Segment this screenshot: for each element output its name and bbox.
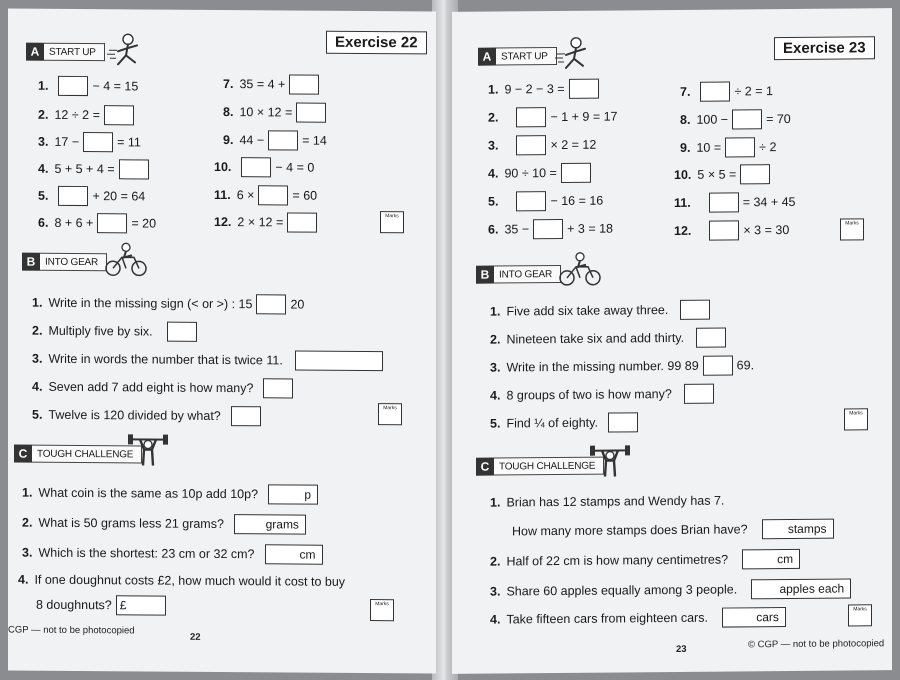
answer-box[interactable]: cars bbox=[722, 607, 786, 628]
qb-1: 1. Five add six take away three. bbox=[490, 300, 714, 322]
answer-box[interactable] bbox=[241, 157, 271, 177]
qa-12: 12. 2 × 12 = bbox=[214, 212, 321, 233]
runner-mascot-icon bbox=[106, 31, 156, 67]
answer-box[interactable] bbox=[608, 412, 638, 432]
qa-6: 6. 35 − + 3 = 18 bbox=[488, 219, 613, 240]
answer-box[interactable] bbox=[263, 378, 293, 398]
qb-3: 3. Write in words the number that is twice 11. bbox=[32, 349, 387, 371]
qa-3: 3. 17 − = 11 bbox=[38, 132, 141, 153]
answer-box[interactable] bbox=[725, 137, 755, 157]
section-a-tag: A START UP bbox=[478, 47, 557, 66]
qc-4-line2: 8 doughnuts? £ bbox=[36, 595, 170, 616]
section-b-tag: B INTO GEAR bbox=[476, 265, 561, 284]
answer-box[interactable] bbox=[104, 105, 134, 125]
answer-box[interactable] bbox=[97, 213, 127, 233]
qc-1: 1. What coin is the same as 10p add 10p? p bbox=[22, 483, 322, 505]
answer-box[interactable] bbox=[58, 186, 88, 206]
answer-box[interactable] bbox=[516, 191, 546, 211]
qa-5: 5. + 20 = 64 bbox=[38, 186, 145, 207]
qc-2: 2. What is 50 grams less 21 grams? grams bbox=[22, 513, 310, 535]
answer-box[interactable] bbox=[295, 351, 383, 372]
qb-5: 5. Find ¼ of eighty. bbox=[490, 412, 642, 433]
answer-box[interactable] bbox=[167, 322, 197, 342]
qb-2: 2. Nineteen take six and add thirty. bbox=[490, 327, 730, 349]
answer-box[interactable]: £ bbox=[116, 595, 166, 615]
answer-box[interactable]: apples each bbox=[751, 578, 851, 599]
qc-3: 3. Share 60 apples equally among 3 people. apples each bbox=[490, 578, 855, 601]
section-a-tag: A START UP bbox=[26, 43, 105, 62]
answer-box[interactable] bbox=[569, 79, 599, 99]
marks-box[interactable]: Marks bbox=[370, 599, 394, 621]
answer-box[interactable]: cm bbox=[742, 549, 800, 570]
qb-4: 4. Seven add 7 add eight is how many? bbox=[32, 377, 297, 399]
qc-2: 2. Half of 22 cm is how many centimetres? cm bbox=[490, 549, 804, 572]
qa-8: 8. 100 − = 70 bbox=[680, 109, 791, 130]
qa-2: 2. − 1 + 9 = 17 bbox=[488, 106, 618, 127]
qa-9: 9. 10 = ÷ 2 bbox=[680, 137, 776, 158]
qa-1: 1. 9 − 2 − 3 = bbox=[488, 79, 603, 100]
cyclist-mascot-icon bbox=[104, 241, 148, 277]
answer-box[interactable]: cm bbox=[265, 544, 323, 564]
qa-12: 12. × 3 = 30 bbox=[674, 220, 789, 241]
qc-3: 3. Which is the shortest: 23 cm or 32 cm? cm bbox=[22, 543, 327, 565]
answer-box[interactable] bbox=[740, 164, 770, 184]
answer-box[interactable] bbox=[268, 130, 298, 150]
answer-box[interactable] bbox=[58, 76, 88, 96]
answer-box[interactable] bbox=[256, 294, 286, 314]
qb-3: 3. Write in the missing number. 99 89 69. bbox=[490, 355, 754, 377]
answer-box[interactable] bbox=[533, 219, 563, 239]
answer-box[interactable] bbox=[83, 132, 113, 152]
answer-box[interactable] bbox=[684, 384, 714, 404]
weightlifter-mascot-icon bbox=[128, 431, 168, 467]
answer-box[interactable] bbox=[258, 185, 288, 205]
answer-box[interactable] bbox=[289, 74, 319, 94]
answer-box[interactable] bbox=[680, 300, 710, 320]
marks-box[interactable]: Marks bbox=[848, 604, 872, 626]
answer-box[interactable] bbox=[287, 212, 317, 232]
runner-mascot-icon bbox=[554, 35, 604, 71]
answer-box[interactable] bbox=[516, 135, 546, 155]
qa-6: 6. 8 + 6 + = 20 bbox=[38, 213, 156, 234]
qb-4: 4. 8 groups of two is how many? bbox=[490, 384, 718, 406]
right-page bbox=[452, 8, 892, 674]
qa-9: 9. 44 − = 14 bbox=[223, 130, 327, 151]
qc-4: 4. If one doughnut costs £2, how much would it cost to buy bbox=[18, 572, 346, 589]
marks-box[interactable]: Marks bbox=[380, 211, 404, 233]
marks-box[interactable]: Marks bbox=[844, 408, 868, 430]
qa-1: 1. − 4 = 15 bbox=[38, 76, 138, 97]
qa-4: 4. 5 + 5 + 4 = bbox=[38, 159, 153, 180]
answer-box[interactable] bbox=[709, 220, 739, 240]
qc-4: 4. Take fifteen cars from eighteen cars. cars bbox=[490, 607, 790, 630]
marks-box[interactable]: Marks bbox=[840, 218, 864, 240]
cyclist-mascot-icon bbox=[558, 251, 602, 287]
qa-10: 10. − 4 = 0 bbox=[214, 157, 314, 178]
qa-11: 11. = 34 + 45 bbox=[674, 192, 796, 213]
answer-box[interactable] bbox=[516, 107, 546, 127]
exercise-title: Exercise 23 bbox=[774, 36, 875, 60]
copyright-footer: CGP — not to be photocopied bbox=[8, 624, 135, 637]
qb-1: 1. Write in the missing sign (< or >) : 15 20 bbox=[32, 293, 304, 315]
qc-1: 1. Brian has 12 stamps and Wendy has 7. bbox=[490, 493, 725, 510]
page-number: 22 bbox=[190, 631, 201, 643]
qa-2: 2. 12 ÷ 2 = bbox=[38, 105, 138, 126]
answer-box[interactable] bbox=[231, 406, 261, 426]
answer-box[interactable] bbox=[296, 103, 326, 123]
marks-box[interactable]: Marks bbox=[378, 403, 402, 425]
qa-3: 3. × 2 = 12 bbox=[488, 135, 596, 156]
copyright-footer: © CGP — not to be photocopied bbox=[748, 638, 885, 651]
answer-box[interactable] bbox=[709, 192, 739, 212]
weightlifter-mascot-icon bbox=[590, 442, 630, 478]
qa-11: 11. 6 × = 60 bbox=[214, 185, 317, 206]
qa-7: 7. 35 = 4 + bbox=[223, 74, 323, 95]
left-page bbox=[8, 9, 436, 674]
qb-2: 2. Multiply five by six. bbox=[32, 321, 201, 342]
answer-box[interactable] bbox=[119, 159, 149, 179]
qa-10: 10. 5 × 5 = bbox=[674, 164, 774, 185]
answer-box[interactable] bbox=[700, 81, 730, 101]
section-c-tag: C TOUGH CHALLENGE bbox=[14, 445, 142, 464]
answer-box[interactable]: stamps bbox=[762, 519, 834, 540]
qb-5: 5. Twelve is 120 divided by what? bbox=[32, 405, 265, 427]
answer-box[interactable]: p bbox=[268, 484, 318, 504]
section-c-tag: C TOUGH CHALLENGE bbox=[476, 457, 604, 476]
answer-box[interactable]: grams bbox=[234, 514, 306, 535]
page-number: 23 bbox=[676, 643, 687, 655]
section-b-tag: B INTO GEAR bbox=[22, 253, 107, 272]
qc-1-line2: How many more stamps does Brian have? stamps bbox=[512, 519, 838, 542]
qa-4: 4. 90 ÷ 10 = bbox=[488, 163, 595, 184]
qa-5: 5. − 16 = 16 bbox=[488, 191, 603, 212]
exercise-title: Exercise 22 bbox=[326, 31, 427, 55]
answer-box[interactable] bbox=[732, 109, 762, 129]
answer-box[interactable] bbox=[561, 163, 591, 183]
qa-8: 8. 10 × 12 = bbox=[223, 102, 330, 123]
qa-7: 7. ÷ 2 = 1 bbox=[680, 81, 773, 102]
answer-box[interactable] bbox=[703, 355, 733, 375]
answer-box[interactable] bbox=[696, 328, 726, 348]
